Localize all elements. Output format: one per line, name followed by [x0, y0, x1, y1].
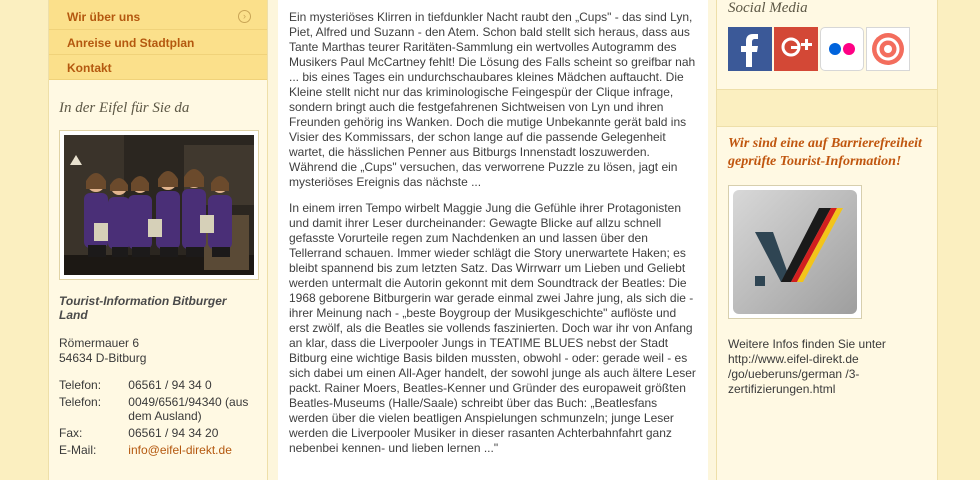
contact-label: Telefon:: [59, 378, 102, 392]
contact-row-fax: [59, 426, 257, 440]
social-media-heading: Social Media: [728, 0, 808, 16]
article-paragraph-1: Ein mysteriöses Klirren in tiefdunkler Nacht raubt den „Cups" - das sind Lyn, Piet, Alfred und Suzann - den Atem. Schon bald stellt sich heraus, dass aus Tante Marthas teurer Raritäten-Sammlung ein wertvolles Autogramm des Musikers Paul McCartney fehlt! Die Lösung des Falls scheint so greifbar nah ... bis eines Tages ein undurchschaubares kleines Mädchen auftaucht. Die Kleine stellt nicht nur das kriminologische Feingespür der Clique infrage, sondern bringt auch die festgefahrenen Sichtweisen von Lyn und ihren Freunden gehörig ins Wanken. Doch die mutige Unbekannte gerät bald ins Visier des Kommissars, der schon lange auf die passende Gelegenheit wartet, die hässlichen Penner aus Bitburgs Innenstadt loszuwerden. Während die „Cups" versuchen, das verworrene Puzzle zu lösen, jagt ein mysteriöses Ereignis das nächste ...: [289, 10, 696, 189]
chevron-right-icon: ›: [238, 10, 251, 23]
team-photo-image: [64, 135, 254, 275]
address: [59, 336, 257, 366]
address-street: Römermauer 6: [59, 336, 140, 350]
page-margin-left: [0, 0, 48, 480]
nav-item-label: Anreise und Stadtplan: [67, 36, 195, 50]
facebook-icon[interactable]: [728, 27, 772, 71]
page-margin-right: [938, 0, 980, 480]
nav-item-label: Kontakt: [67, 61, 112, 75]
contact-label: E-Mail:: [59, 443, 97, 457]
email-link[interactable]: info@eifel-direkt.de: [128, 443, 232, 457]
accessibility-heading: Wir sind eine auf Barrierefreiheit geprüfte Tourist-Information!: [728, 136, 922, 169]
nav-item-anreise[interactable]: [49, 30, 267, 55]
contact-row-phone: [59, 378, 257, 392]
sub-navigation: [49, 0, 267, 80]
certified-check-icon: [733, 190, 857, 314]
right-sidebar: [716, 0, 938, 480]
contact-value: 0049/6561/94340 (aus dem Ausland): [128, 395, 249, 423]
sidebar-divider: [717, 89, 937, 127]
contact-row-phone-intl: [59, 395, 257, 423]
issuu-icon[interactable]: [866, 27, 910, 71]
nav-item-label: Wir über uns: [67, 10, 141, 24]
flickr-icon[interactable]: [820, 27, 864, 71]
accessibility-badge: [728, 185, 862, 319]
contact-row-email: [59, 443, 257, 457]
left-sidebar: [48, 0, 268, 480]
sidebar-heading: In der Eifel für Sie da: [59, 100, 190, 116]
main-content: [278, 0, 708, 480]
contact-value: 06561 / 94 34 0: [128, 378, 212, 392]
nav-item-kontakt[interactable]: [49, 55, 267, 80]
team-photo: [59, 130, 259, 280]
contact-label: Telefon:: [59, 395, 102, 409]
contact-list: [59, 378, 257, 457]
nav-item-wir-ueber-uns[interactable]: [49, 0, 267, 30]
contact-value: 06561 / 94 34 20: [128, 426, 219, 440]
contact-label: Fax:: [59, 426, 83, 440]
address-city: 54634 D-Bitburg: [59, 351, 147, 365]
article-paragraph-2: In einem irren Tempo wirbelt Maggie Jung die Gefühle ihrer Protagonisten und damit ihrer Leser durcheinander: Gewagte Blicke auf allzu schnell gefasste Vorurteile regen zum Nachdenken an und lassen über den Tellerrand schauen. Immer wieder schlägt die Story unerwartete Haken; es bleibt spannend bis zum letzten Satz. Das Wirrwarr um Lieben und Geliebt werden untermalt die Autorin gekonnt mit dem Soundtrack der Beatles: Die 1968 geborene Bitburgerin war gerade einmal zwei Jahre jung, als sich die - ihrer Meinung nach - „beste Boygroup der Musikgeschichte" auflöste und erst zwölf, als die Beatles sie vollends faszinierten. Doch war ihr von Anfang an klar, dass die Liverpooler Jungs in TEATIME BLUES nebst der Stadt Bitburg eine wichtige Basis bilden mussten, obwohl - oder: gerade weil - es sich dabei um einen All-Ager handelt, der sowohl junge als auch ältere Leser packt. Rainer Moers, Beatles-Kenner und Gründer des europaweit größten Beatles-Museums (Halle/Saale) schreibt über das Buch: „Beatlesfans werden über die vielen beatligen Anspielungen schmunzeln; junge Leser werden die Liverpooler Musiker in dieser rasanten Achterbahnfahrt ganz nebenbei kennen- und lieben lernen ...": [289, 201, 696, 455]
org-name: Tourist-Information Bitburger Land: [59, 294, 227, 322]
certification-info[interactable]: Weitere Infos finden Sie unter http://www.eifel-direkt.de /go/ueberuns/german /3-zertifizierungen.html: [728, 337, 886, 396]
social-media-links: [728, 27, 926, 71]
google-plus-icon[interactable]: [774, 27, 818, 71]
